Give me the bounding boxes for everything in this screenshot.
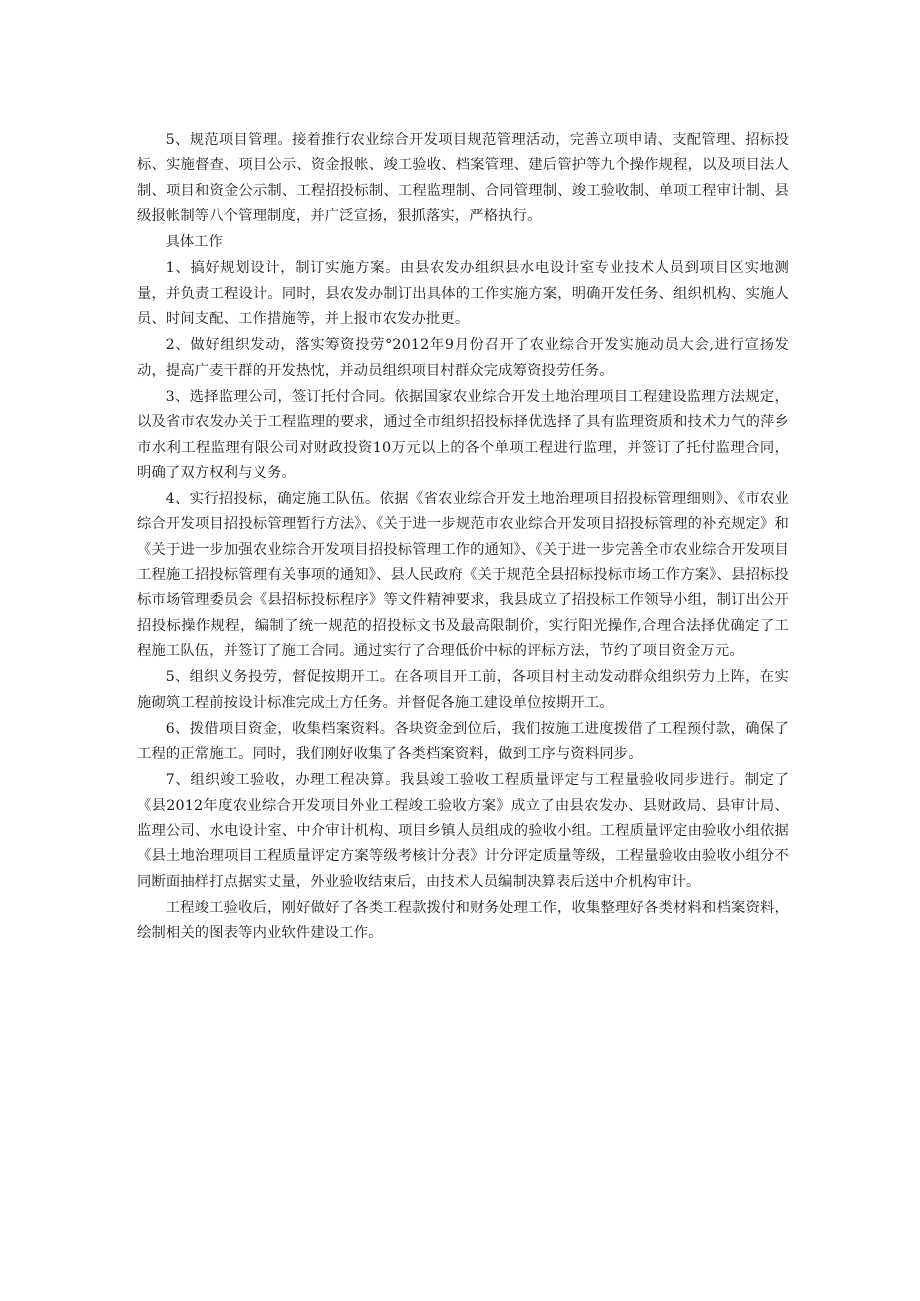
paragraph-project-funds: 6、拨借项目资金，收集档案资料。各块资金到位后，我们按施工进度拨借了工程预付款，确保了工程的正常施工。同时，我们刚好收集了各类档案资料，做到工序与资料同步。 — [137, 720, 789, 763]
paragraph-organize-mobilize: 2、做好组织发动，落实筹资投劳°2012年9月份召开了农业综合开发实施动员大会,进行宣扬发动，提高广麦干群的开发热忱，并动员组织项目村群众完成筹资投劳任务。 — [137, 337, 789, 379]
paragraph-post-acceptance: 工程竣工验收后，刚好做好了各类工程款拨付和财务处理工作，收集整理好各类材料和档案资料，绘制相关的图表等内业软件建设工作。 — [137, 899, 789, 942]
section-heading-specific-work: 具体工作 — [165, 234, 223, 251]
paragraph-planning-design: 1、搞好规划设计，制订实施方案。由县农发办组织县水电设计室专业技术人员到项目区实地测量，并负责工程设计。同时，县农发办制订出具体的工作实施方案，明确开发任务、组织机构、实施人员、时间支配、工作措施等，并上报市农发办批更。 — [137, 260, 789, 328]
paragraph-project-management: 5、规范项目管理。接着推行农业综合开发项目规范管理活动，完善立项申请、支配管理、招标投标、实施督查、项目公示、资金报帐、竣工验收、档案管理、建后管护等九个操作规程，以及项目法人制、项目和资金公示制、工程招投标制、工程监理制、合同管理制、竣工验收制、单项工程审计制、县级报帐制等八个管理制度，并广泛宣扬，狠抓落实，严格执行。 — [137, 132, 789, 224]
document-page — [137, 128, 789, 948]
paragraph-completion-acceptance: 7、组织竣工验收，办理工程决算。我县竣工验收工程质量评定与工程量验收同步进行。制定了《县2012年度农业综合开发项目外业工程竣工验收方案》成立了由县农发办、县财政局、县审计局、监理公司、水电设计室、中介审计机构、项目乡镇人员组成的验收小组。工程质量评定由验收小组依据《县土地治理项目工程质量评定方案等级考核计分表》计分评定质量等级，工程量验收由验收小组分不同断面抽样打点据实丈量，外业验收结束后，由技术人员编制决算表后送中介机构审计。 — [137, 772, 789, 890]
paragraph-voluntary-labor: 5、组织义务投劳，督促按期开工。在各项目开工前，各项目村主动发动群众组织劳力上阵，在实施砌筑工程前按设计标准完成土方任务。并督促各施工建设单位按期开工。 — [137, 669, 789, 711]
paragraph-bidding: 4、实行招投标，确定施工队伍。依据《省农业综合开发土地治理项目招投标管理细则》、《市农业综合开发项目招投标管理暂行方法》、《关于进一步规范市农业综合开发项目招投标管理的补充规定》和《关于进一步加强农业综合开发项目招投标管理工作的通知》、《关于进一步完善全市农业综合开发项目工程施工招投标管理有关事项的通知》、县人民政府《关于规范全县招标投标市场工作方案》、县招标投标市场管理委员会《县招标投标程序》等文件精神要求，我县成立了招投标工作领导小组，制订出公开招投标操作规程，编制了统一规范的招投标文书及最高限制价，实行阳光操作,合理合法择优确定了工程施工队伍，并签订了施工合同。通过实行了合理低价中标的评标方法，节约了项目资金万元。 — [137, 491, 789, 659]
paragraph-supervision-company: 3、选择监理公司，签订托付合同。依据国家农业综合开发土地治理项目工程建设监理方法规定，以及省市农发办关于工程监理的要求，通过全市组织招投标择优选择了具有监理资质和技术力气的萍乡市水利工程监理有限公司对财政投资10万元以上的各个单项工程进行监理，并签订了托付监理合同，明确了双方权利与义务。 — [137, 388, 789, 481]
